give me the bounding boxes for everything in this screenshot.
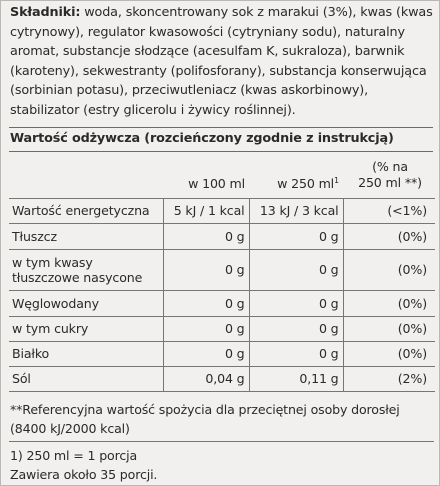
nutrition-row xyxy=(9,316,435,341)
header-nutrient xyxy=(9,152,163,198)
header-ri-line2: 250 ml **) xyxy=(358,174,422,190)
value-per-250ml: 0 g xyxy=(249,249,343,290)
value-per-100ml: 0 g xyxy=(163,249,249,290)
portion-note: 1) 250 ml = 1 porcja xyxy=(10,448,138,463)
ingredients-label: Składniki: xyxy=(10,5,81,20)
nutrition-row xyxy=(9,249,435,290)
servings-note: Zawiera około 35 porcji. xyxy=(10,467,158,482)
nutrient-name: w tym cukry xyxy=(9,316,163,341)
value-per-250ml: 0 g xyxy=(249,290,343,316)
value-per-100ml: 0 g xyxy=(163,290,249,316)
value-per-100ml: 0 g xyxy=(163,223,249,249)
value-reference-intake: (0%) xyxy=(343,316,435,341)
value-per-250ml: 0 g xyxy=(249,316,343,341)
value-per-250ml: 0 g xyxy=(249,341,343,366)
ingredients-list: woda, skoncentrowany sok z marakui (3%), kwas (kwas cytrynowy), regulator kwasowości (cytryniany sodu), naturalny aromat, substancje słodzące (acesulfam K, sukraloza), barwnik (karoteny), sekwestranty (polifosforany), substancja konserwująca (sorbinian potasu), przeciwutleniacz (kwas askorbinowy), stabilizator (estry glicerolu i żywicy roślinnej). xyxy=(10,5,433,118)
header-per-100ml: w 100 ml xyxy=(163,152,249,198)
nutrient-name: Białko xyxy=(9,341,163,366)
value-reference-intake: (0%) xyxy=(343,249,435,290)
nutrition-row xyxy=(9,366,435,391)
footnote-marker: 1 xyxy=(334,175,339,185)
value-per-250ml: 13 kJ / 3 kcal xyxy=(249,198,343,223)
value-per-100ml: 0 g xyxy=(163,316,249,341)
reference-intake-note: **Referencyjna wartość spożycia dla przeciętnej osoby dorosłej (8400 kJ/2000 kcal) xyxy=(10,402,400,436)
nutrition-title: Wartość odżywcza (rozcieńczony zgodnie z instrukcją) xyxy=(10,131,394,146)
value-per-100ml: 0 g xyxy=(163,341,249,366)
value-reference-intake: (2%) xyxy=(343,366,435,391)
divider xyxy=(9,441,434,442)
value-reference-intake: (0%) xyxy=(343,223,435,249)
value-reference-intake: (0%) xyxy=(343,290,435,316)
nutrient-name: w tym kwasy tłuszczowe nasycone xyxy=(9,249,163,290)
value-per-100ml: 5 kJ / 1 kcal xyxy=(163,198,249,223)
value-reference-intake: (0%) xyxy=(343,341,435,366)
nutrition-row xyxy=(9,341,435,366)
header-ri-line1: (% na xyxy=(372,158,408,174)
nutrient-name: Wartość energetyczna xyxy=(9,198,163,223)
footnotes xyxy=(10,400,434,484)
divider xyxy=(9,127,433,128)
nutrient-name: Sól xyxy=(9,366,163,391)
header-reference-intake xyxy=(343,152,435,198)
nutrition-row xyxy=(9,290,435,316)
nutrient-name: Tłuszcz xyxy=(9,223,163,249)
value-per-250ml: 0,11 g xyxy=(249,366,343,391)
value-per-250ml: 0 g xyxy=(249,223,343,249)
nutrition-row xyxy=(9,223,435,249)
value-per-100ml: 0,04 g xyxy=(163,366,249,391)
nutrient-name: Węglowodany xyxy=(9,290,163,316)
nutrition-header-row xyxy=(9,152,435,198)
ingredients-text xyxy=(10,3,434,120)
nutrition-row xyxy=(9,198,435,223)
header-per-250ml-label: w 250 ml xyxy=(277,175,335,191)
header-per-250ml xyxy=(249,152,343,198)
value-reference-intake: (<1%) xyxy=(343,198,435,223)
nutrition-table xyxy=(9,152,435,392)
